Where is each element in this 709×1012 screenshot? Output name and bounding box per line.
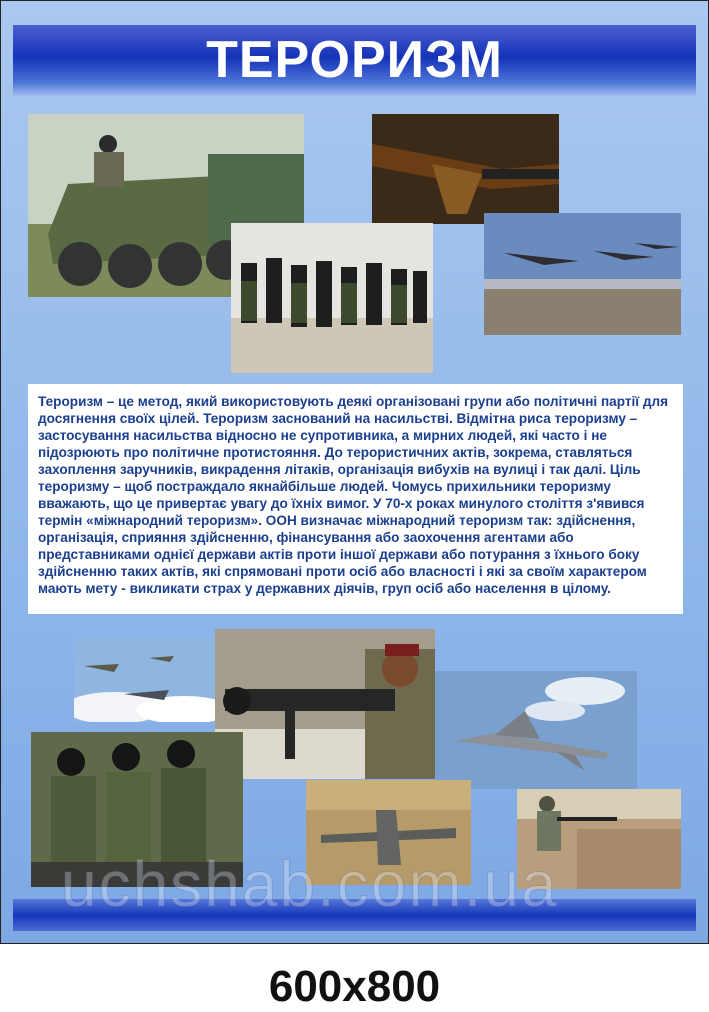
poster-title: ТЕРОРИЗМ xyxy=(206,31,503,89)
description-text: Тероризм – це метод, який використовують деякі організовані групи або політичні партії для досягнення своїх цілей. Тероризм заснований на насильстві. Відмітна риса тероризму – застосування насильства відносно не супротивника, а мирних людей, які часто і не підозрюють про політичне протистояння. До терористичних актів, зокрема, ставляться захоплення заручників, викрадення літаків, організація вибухів на вулиці і так далі. Ціль тероризму – щоб постраждало якнайбільше людей. Чомусь прихильники тероризму вважають, що це привертає увагу до їхніх вимог. У 70-х роках минулого століття з'явився термін «міжнародний тероризм». ООН визначає міжнародний тероризм так: здійснення, організація, сприяння здійсненню, фінансування або заохочення агентами або представниками однієї держави актів проти іншої держави або потурання з їхнього боку здійсненню таких актів, які спрямовані проти осіб або власності і які за своїм характером мають мету - викликати страх у державних діячів, груп осіб або населення в цілому. xyxy=(38,394,669,596)
photo-cargo-planes xyxy=(484,213,681,335)
photo-fighter-jets xyxy=(74,638,222,722)
photo-f16-jet xyxy=(435,671,637,789)
size-label: 600x800 xyxy=(268,962,441,1011)
photo-rifle xyxy=(372,114,559,224)
photo-machine-gunner xyxy=(215,629,435,779)
photo-marching-militants xyxy=(231,223,433,373)
description-panel xyxy=(28,384,683,614)
title-banner xyxy=(13,25,696,97)
watermark: uchshab.com.ua xyxy=(61,848,559,920)
